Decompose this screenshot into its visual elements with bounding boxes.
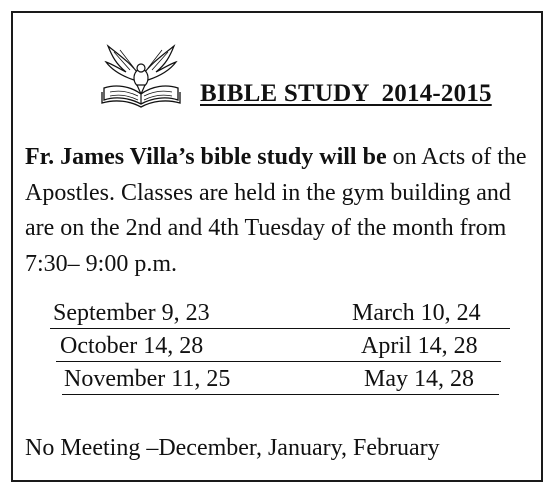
schedule-date-fall: September 9, 23 bbox=[53, 300, 210, 326]
intro-bold-text: Fr. James Villa’s bible study will be bbox=[25, 144, 387, 170]
schedule-date-spring: March 10, 24 bbox=[352, 300, 481, 326]
dove-bible-icon bbox=[96, 38, 186, 110]
schedule-row bbox=[0, 300, 557, 330]
intro-paragraph bbox=[25, 140, 545, 282]
schedule-date-spring: April 14, 28 bbox=[361, 333, 478, 359]
schedule-row bbox=[0, 366, 557, 396]
schedule-date-spring: May 14, 28 bbox=[364, 366, 474, 392]
schedule-row bbox=[0, 333, 557, 363]
row-underline bbox=[56, 361, 501, 362]
schedule-date-fall: November 11, 25 bbox=[64, 366, 231, 392]
schedule-date-fall: October 14, 28 bbox=[60, 333, 204, 359]
page-title: BIBLE STUDY 2014-2015 bbox=[200, 80, 492, 107]
no-meeting-note: No Meeting –December, January, February bbox=[25, 435, 440, 461]
intro-text: on Acts of the Apostles. Classes are held in the gym building and are on the 2nd and 4th Tuesday of the month from 7:30– 9:00 p.m. bbox=[25, 144, 527, 277]
row-underline bbox=[50, 328, 510, 329]
row-underline bbox=[62, 394, 499, 395]
